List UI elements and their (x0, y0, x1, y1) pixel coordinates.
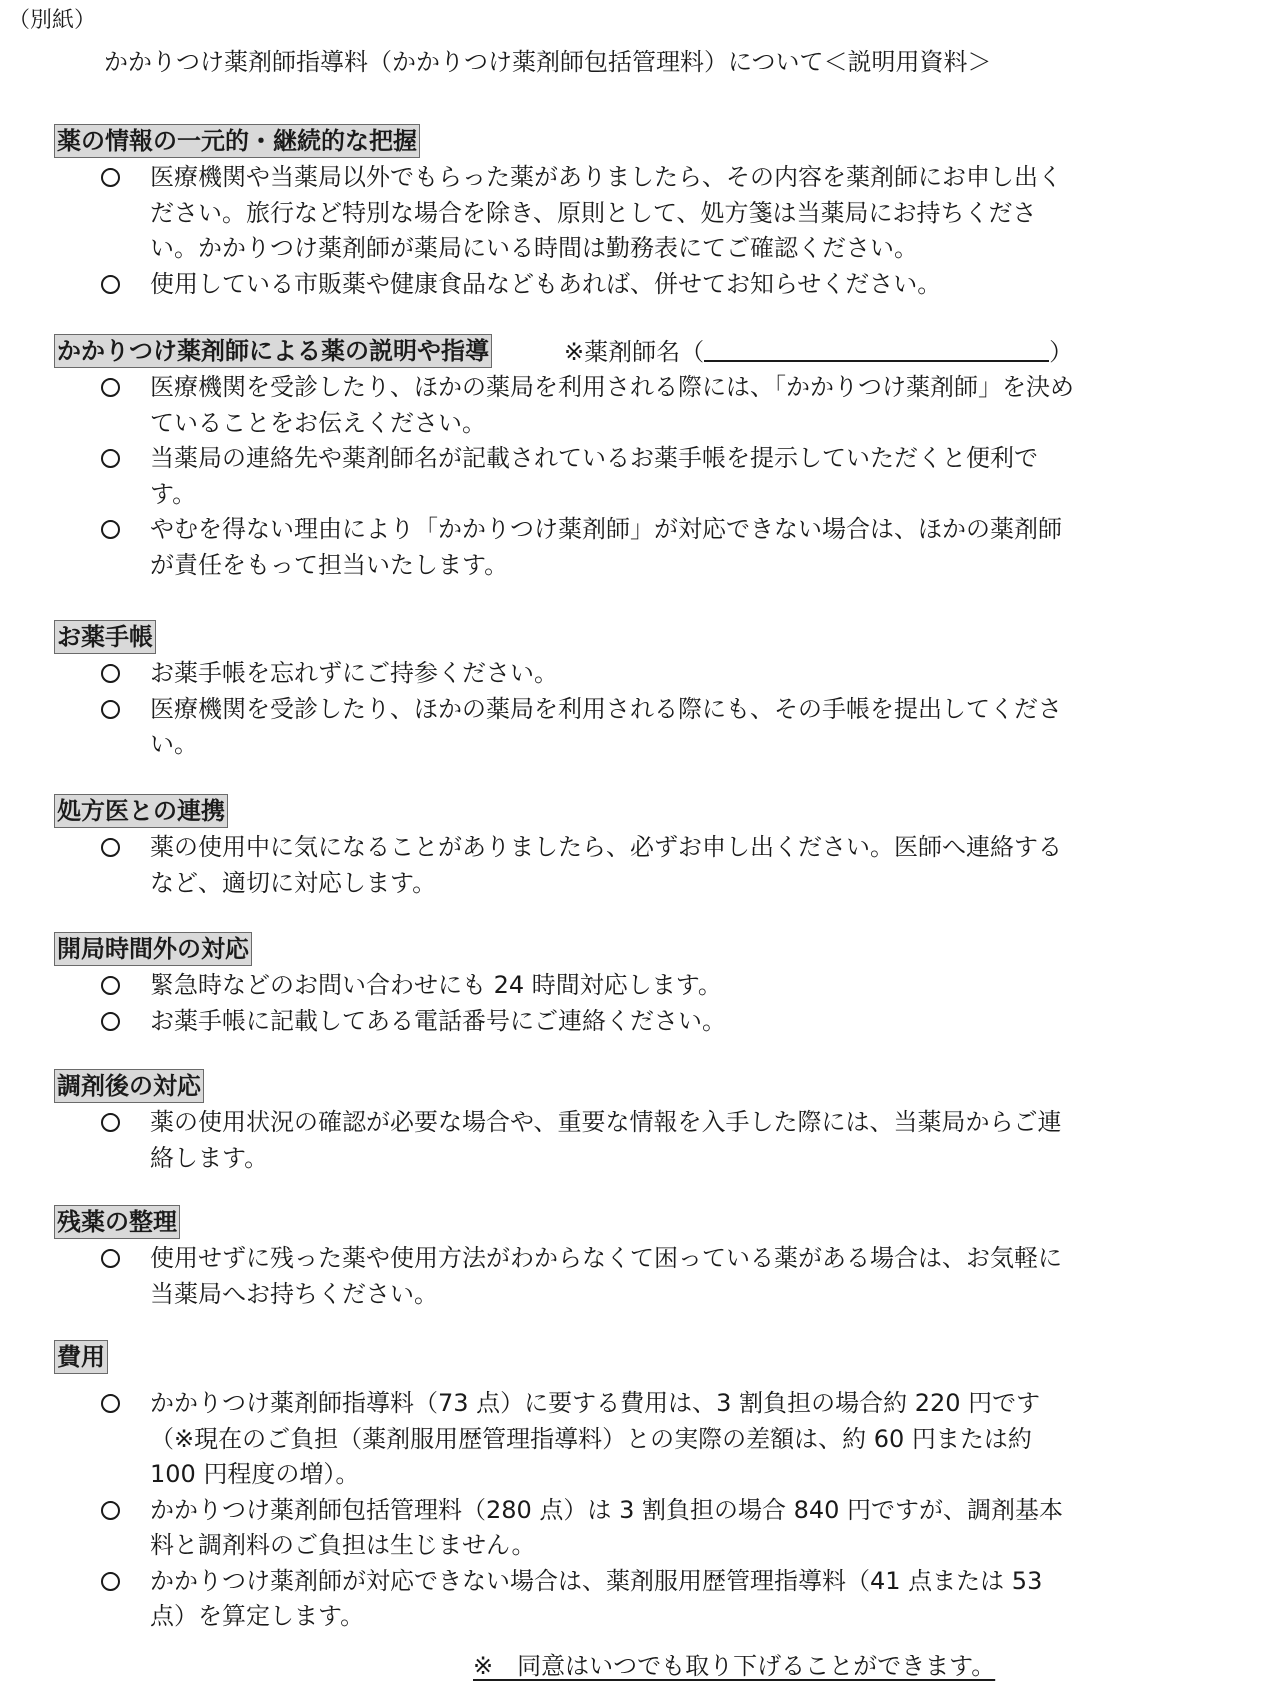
section-heading: 開局時間外の対応 (54, 932, 252, 966)
circle-bullet-icon (101, 976, 120, 995)
section-after-hours (54, 932, 1084, 1039)
list-item: 薬の使用状況の確認が必要な場合や、重要な情報を入手した際には、当薬局からご連絡します。 (54, 1105, 1084, 1176)
list-item: お薬手帳を忘れずにご持参ください。 (54, 656, 1084, 692)
section-heading: 費用 (54, 1340, 108, 1374)
section-post-dispensing (54, 1069, 1084, 1176)
circle-bullet-icon (101, 168, 120, 187)
circle-bullet-icon (101, 1394, 120, 1413)
list-item: かかりつけ薬剤師包括管理料（280 点）は 3 割負担の場合 840 円ですが、調剤基本料と調剤料のご負担は生じません。 (54, 1493, 1084, 1564)
circle-bullet-icon (101, 1012, 120, 1031)
list-item: 医療機関を受診したり、ほかの薬局を利用される際には、「かかりつけ薬剤師」を決めていることをお伝えください。 (54, 370, 1084, 441)
list-item: かかりつけ薬剤師が対応できない場合は、薬剤服用歴管理指導料（41 点または 53 点）を算定します。 (54, 1564, 1084, 1635)
pharmacist-name-blank (704, 334, 1049, 362)
pharmacist-name-label: ※薬剤師名（ (564, 338, 705, 366)
section-heading: 調剤後の対応 (54, 1069, 204, 1103)
section-medication-notebook (54, 620, 1084, 763)
circle-bullet-icon (101, 664, 120, 683)
list-item: かかりつけ薬剤師指導料（73 点）に要する費用は、3 割負担の場合約 220 円です（※現在のご負担（薬剤服用歴管理指導料）との実際の差額は、約 60 円または約 100 円程度の増）。 (54, 1386, 1084, 1493)
section-leftover-medicine (54, 1205, 1084, 1312)
circle-bullet-icon (101, 1249, 120, 1268)
section-heading: かかりつけ薬剤師による薬の説明や指導 (54, 334, 492, 368)
list-item: やむを得ない理由により「かかりつけ薬剤師」が対応できない場合は、ほかの薬剤師が責任をもって担当いたします。 (54, 512, 1084, 583)
section-guidance (54, 334, 1084, 583)
list-item: お薬手帳に記載してある電話番号にご連絡ください。 (54, 1004, 1084, 1040)
list-item: 使用せずに残った薬や使用方法がわからなくて困っている薬がある場合は、お気軽に当薬局へお持ちください。 (54, 1241, 1084, 1312)
circle-bullet-icon (101, 1113, 120, 1132)
circle-bullet-icon (101, 838, 120, 857)
list-item: 医療機関や当薬局以外でもらった薬がありましたら、その内容を薬剤師にお申し出ください。旅行など特別な場合を除き、原則として、処方箋は当薬局にお持ちください。かかりつけ薬剤師が薬局にいる時間は勤務表にてご確認ください。 (54, 160, 1084, 267)
section-heading: お薬手帳 (54, 620, 156, 654)
circle-bullet-icon (101, 378, 120, 397)
section-costs (54, 1340, 1084, 1635)
circle-bullet-icon (101, 520, 120, 539)
list-item: 医療機関を受診したり、ほかの薬局を利用される際にも、その手帳を提出してください。 (54, 692, 1084, 763)
section-heading: 処方医との連携 (54, 794, 228, 828)
list-item: 当薬局の連絡先や薬剤師名が記載されているお薬手帳を提示していただくと便利です。 (54, 441, 1084, 512)
circle-bullet-icon (101, 700, 120, 719)
doc-label: （別紙） (8, 8, 97, 33)
list-item: 薬の使用中に気になることがありましたら、必ずお申し出ください。医師へ連絡するなど、適切に対応します。 (54, 830, 1084, 901)
circle-bullet-icon (101, 1572, 120, 1591)
circle-bullet-icon (101, 449, 120, 468)
doc-title: かかりつけ薬剤師指導料（かかりつけ薬剤師包括管理料）について＜説明用資料＞ (104, 48, 992, 76)
circle-bullet-icon (101, 275, 120, 294)
section-information (54, 124, 1084, 302)
pharmacist-name-close: ） (1049, 338, 1074, 366)
pharmacist-name-field (564, 334, 1073, 369)
list-item: 緊急時などのお問い合わせにも 24 時間対応します。 (54, 968, 1084, 1004)
section-heading: 薬の情報の一元的・継続的な把握 (54, 124, 420, 158)
section-heading: 残薬の整理 (54, 1205, 180, 1239)
list-item: 使用している市販薬や健康食品などもあれば、併せてお知らせください。 (54, 267, 1084, 303)
section-prescriber-cooperation (54, 794, 1084, 901)
footer-note: ※ 同意はいつでも取り下げることができます。 (473, 1652, 996, 1680)
circle-bullet-icon (101, 1501, 120, 1520)
